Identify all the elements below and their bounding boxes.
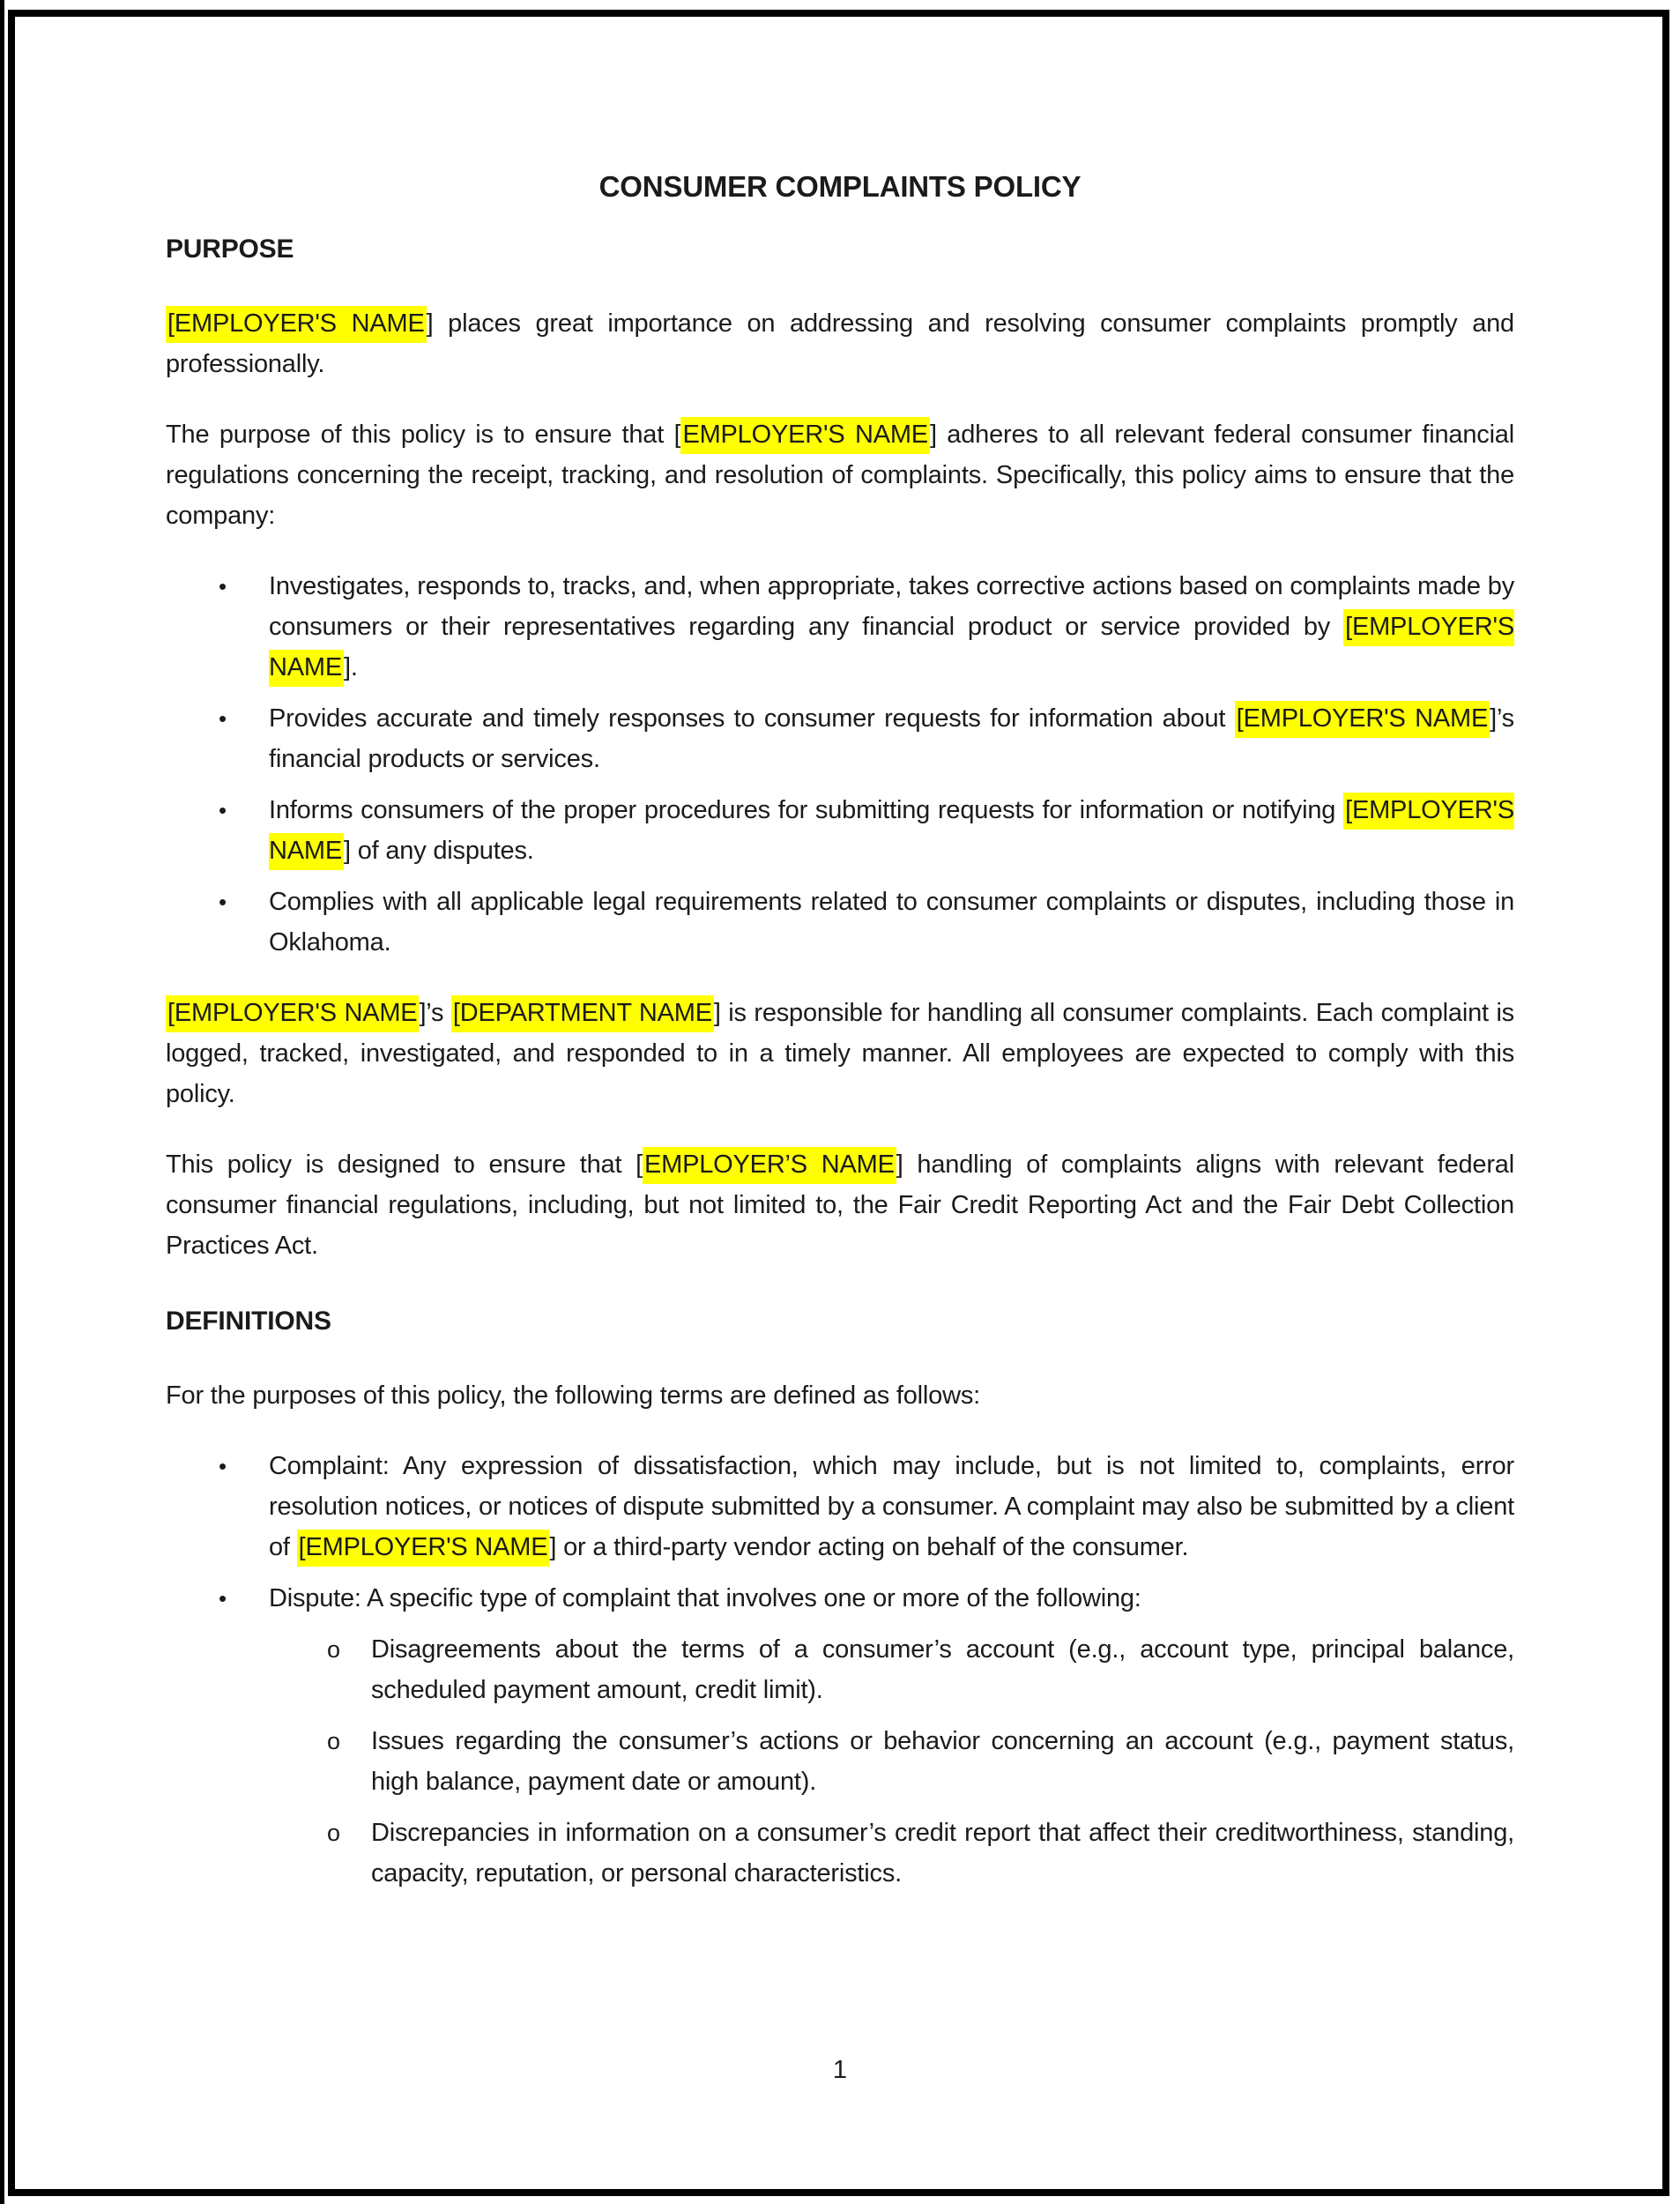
placeholder-highlight: EMPLOYER’S NAME xyxy=(643,1147,896,1184)
circle-bullet-icon: o xyxy=(327,1820,340,1846)
text-run: ]’s xyxy=(419,999,451,1027)
bullet-item xyxy=(166,698,1514,779)
text-run: For the purposes of this policy, the following terms are defined as follows: xyxy=(166,1381,981,1410)
text-run: Complaint: Any expression of dissatisfaction, which may include, but is not limited to, complaints, error resolution notices, or notices of dispute submitted by a consumer. A complaint may also be submitted by a client of xyxy=(269,1452,1514,1561)
text-run: ] handling of complaints aligns with relevant federal consumer financial regulations, including, but not limited to, the Fair Credit Reporting Act and the Fair Debt Collection Practices Act. xyxy=(166,1150,1514,1260)
placeholder-highlight: EMPLOYER'S NAME xyxy=(680,417,930,454)
text-run: Issues regarding the consumer’s actions or behavior concerning an account (e.g., payment status, high balance, payment date or amount). xyxy=(371,1727,1514,1796)
text-run: ] adheres to all relevant federal consumer financial regulations concerning the receipt, tracking, and resolution of complaints. Specifically, this policy aims to ensure that the company: xyxy=(166,421,1514,530)
bullet-item xyxy=(166,790,1514,871)
placeholder-highlight: [DEPARTMENT NAME xyxy=(451,995,714,1032)
document-title: CONSUMER COMPLAINTS POLICY xyxy=(598,170,1082,203)
bullet-item xyxy=(166,1578,1514,1619)
bullet-icon: • xyxy=(219,889,227,915)
scan-edge xyxy=(0,0,4,2204)
bullet-icon: • xyxy=(219,573,227,599)
paragraph xyxy=(166,1375,1514,1416)
text-run: Provides accurate and timely responses to consumer requests for information about xyxy=(269,704,1235,733)
text-run: Complies with all applicable legal requirements related to consumer complaints or disputes, including those in Oklahoma. xyxy=(269,888,1514,957)
text-run: Investigates, responds to, tracks, and, when appropriate, takes corrective actions based on complaints made by consumers or their representatives regarding any financial product or service provided by xyxy=(269,572,1514,641)
text-run: Dispute: A specific type of complaint that involves one or more of the following: xyxy=(269,1584,1141,1612)
text-run: ] or a third-party vendor acting on behalf of the consumer. xyxy=(549,1533,1189,1561)
text-run: This policy is designed to ensure that [ xyxy=(166,1150,643,1179)
circle-bullet-icon: o xyxy=(327,1636,340,1663)
placeholder-highlight: [EMPLOYER'S NAME xyxy=(269,793,1514,870)
text-run: ]’s financial products or services. xyxy=(269,704,1514,773)
paragraph xyxy=(166,303,1514,384)
bullet-item xyxy=(166,566,1514,688)
text-run: ]. xyxy=(344,653,358,681)
text-run: ] of any disputes. xyxy=(344,837,534,865)
placeholder-highlight: [EMPLOYER'S NAME xyxy=(269,609,1514,687)
bullet-list xyxy=(166,1446,1514,1894)
text-run: ] is responsible for handling all consumer complaints. Each complaint is logged, tracked, investigated, and responded to in a timely manner. All employees are expected to comply with this policy. xyxy=(166,999,1514,1108)
placeholder-highlight: [EMPLOYER'S NAME xyxy=(297,1530,550,1567)
placeholder-highlight: [EMPLOYER'S NAME xyxy=(1235,701,1490,738)
page-number: 1 xyxy=(832,2056,848,2084)
bullet-icon: • xyxy=(219,705,227,732)
text-run: Informs consumers of the proper procedures for submitting requests for information or notifying xyxy=(269,796,1344,824)
placeholder-highlight: [EMPLOYER'S NAME xyxy=(166,995,419,1032)
circle-bullet-icon: o xyxy=(327,1728,340,1754)
sub-bullet-item xyxy=(166,1629,1514,1710)
text-run: Discrepancies in information on a consumer’s credit report that affect their creditworthiness, standing, capacity, reputation, or personal characteristics. xyxy=(371,1819,1514,1888)
placeholder-highlight: [EMPLOYER'S NAME xyxy=(166,306,427,343)
section-heading: PURPOSE xyxy=(166,235,294,264)
document-blocks xyxy=(166,229,1514,1894)
bullet-list xyxy=(166,566,1514,963)
text-run: ] places great importance on addressing and resolving consumer complaints promptly and professionally. xyxy=(166,309,1514,378)
bullet-item xyxy=(166,1446,1514,1567)
bullet-icon: • xyxy=(219,1453,227,1479)
paragraph xyxy=(166,993,1514,1114)
sub-bullet-item xyxy=(166,1813,1514,1894)
bullet-icon: • xyxy=(219,1585,227,1612)
sub-bullet-item xyxy=(166,1721,1514,1802)
paragraph xyxy=(166,414,1514,536)
bullet-icon: • xyxy=(219,797,227,823)
text-run: The purpose of this policy is to ensure that [ xyxy=(166,421,681,449)
paragraph xyxy=(166,1144,1514,1266)
document-body xyxy=(166,0,1514,1924)
section-heading: DEFINITIONS xyxy=(166,1307,331,1336)
bullet-item xyxy=(166,882,1514,963)
text-run: Disagreements about the terms of a consumer’s account (e.g., account type, principal balance, scheduled payment amount, credit limit). xyxy=(371,1635,1514,1704)
